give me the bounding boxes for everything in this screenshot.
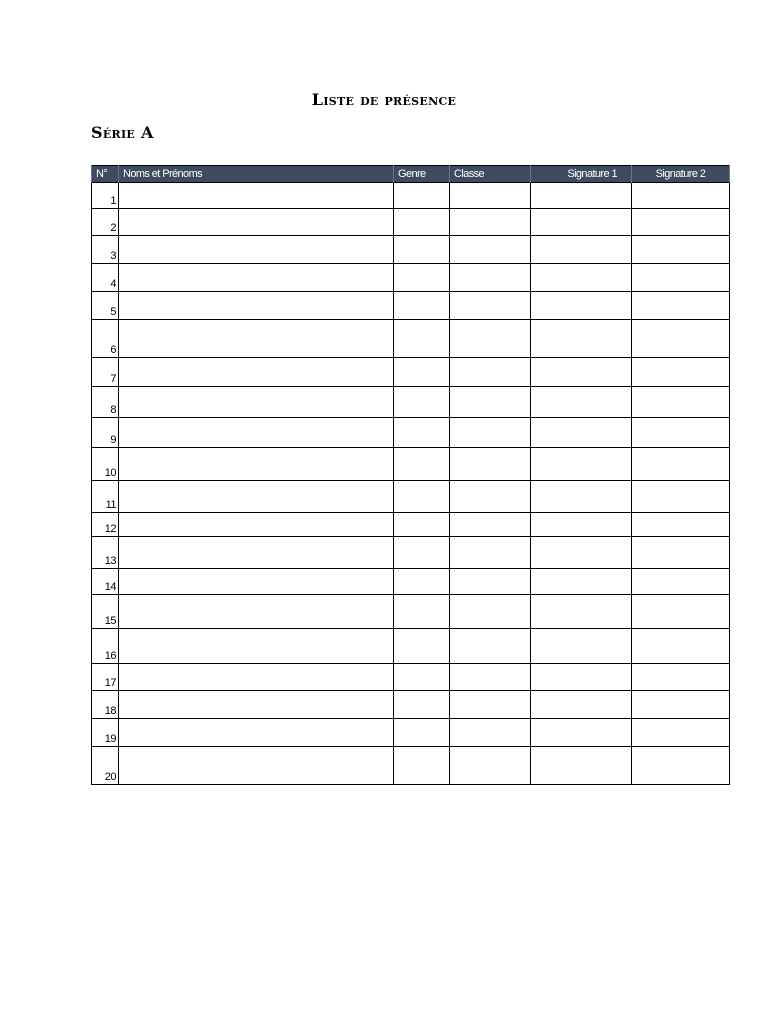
classe-cell[interactable] [450,387,531,418]
name-cell[interactable] [119,418,394,448]
name-cell[interactable] [119,747,394,785]
classe-cell[interactable] [450,448,531,481]
name-cell[interactable] [119,448,394,481]
genre-cell[interactable] [394,320,450,358]
row-number: 3 [92,236,119,264]
row-number: 16 [92,629,119,664]
classe-cell[interactable] [450,292,531,320]
classe-cell[interactable] [450,418,531,448]
header-classe: Classe [450,166,531,183]
table-body [92,183,730,785]
name-cell[interactable] [119,183,394,209]
signature-2-cell[interactable] [632,320,730,358]
row-number: 1 [92,183,119,209]
signature-1-cell[interactable] [531,569,632,595]
name-cell[interactable] [119,664,394,691]
signature-1-cell[interactable] [531,183,632,209]
genre-cell[interactable] [394,481,450,513]
genre-cell[interactable] [394,629,450,664]
signature-2-cell[interactable] [632,481,730,513]
signature-2-cell[interactable] [632,747,730,785]
signature-1-cell[interactable] [531,264,632,292]
genre-cell[interactable] [394,292,450,320]
table-row [92,292,730,320]
table-row [92,418,730,448]
name-cell[interactable] [119,320,394,358]
document-title: Liste de présence [311,90,457,109]
genre-cell[interactable] [394,209,450,236]
genre-cell[interactable] [394,264,450,292]
table-row [92,691,730,719]
name-cell[interactable] [119,264,394,292]
signature-1-cell[interactable] [531,513,632,537]
signature-2-cell[interactable] [632,387,730,418]
signature-2-cell[interactable] [632,418,730,448]
classe-cell[interactable] [450,664,531,691]
row-number: 15 [92,595,119,629]
row-number: 4 [92,264,119,292]
header-number: N° [92,166,119,183]
signature-1-cell[interactable] [531,537,632,569]
signature-2-cell[interactable] [632,358,730,387]
signature-2-cell[interactable] [632,664,730,691]
table-row [92,358,730,387]
classe-cell[interactable] [450,183,531,209]
row-number: 19 [92,719,119,747]
classe-cell[interactable] [450,209,531,236]
classe-cell[interactable] [450,358,531,387]
signature-1-cell[interactable] [531,664,632,691]
signature-1-cell[interactable] [531,481,632,513]
classe-cell[interactable] [450,595,531,629]
classe-cell[interactable] [450,691,531,719]
genre-cell[interactable] [394,513,450,537]
signature-2-cell[interactable] [632,629,730,664]
signature-2-cell[interactable] [632,595,730,629]
name-cell[interactable] [119,569,394,595]
row-number: 18 [92,691,119,719]
signature-2-cell[interactable] [632,209,730,236]
name-cell[interactable] [119,513,394,537]
table-row [92,537,730,569]
genre-cell[interactable] [394,387,450,418]
genre-cell[interactable] [394,691,450,719]
classe-cell[interactable] [450,629,531,664]
name-cell[interactable] [119,595,394,629]
table-row [92,387,730,418]
name-cell[interactable] [119,629,394,664]
header-signature-1: Signature 1 [531,166,632,183]
table-row [92,448,730,481]
genre-cell[interactable] [394,236,450,264]
classe-cell[interactable] [450,537,531,569]
signature-1-cell[interactable] [531,236,632,264]
row-number: 8 [92,387,119,418]
signature-2-cell[interactable] [632,236,730,264]
row-number: 12 [92,513,119,537]
signature-2-cell[interactable] [632,719,730,747]
signature-1-cell[interactable] [531,320,632,358]
row-number: 7 [92,358,119,387]
name-cell[interactable] [119,537,394,569]
table-row [92,747,730,785]
signature-2-cell[interactable] [632,691,730,719]
name-cell[interactable] [119,691,394,719]
signature-2-cell[interactable] [632,183,730,209]
classe-cell[interactable] [450,513,531,537]
signature-2-cell[interactable] [632,569,730,595]
signature-1-cell[interactable] [531,358,632,387]
row-number: 2 [92,209,119,236]
genre-cell[interactable] [394,595,450,629]
genre-cell[interactable] [394,719,450,747]
classe-cell[interactable] [450,320,531,358]
signature-1-cell[interactable] [531,387,632,418]
signature-1-cell[interactable] [531,629,632,664]
table-row [92,320,730,358]
row-number: 20 [92,747,119,785]
name-cell[interactable] [119,719,394,747]
row-number: 5 [92,292,119,320]
classe-cell[interactable] [450,481,531,513]
classe-cell[interactable] [450,719,531,747]
name-cell[interactable] [119,358,394,387]
table-row [92,719,730,747]
table-row [92,664,730,691]
table-row [92,209,730,236]
classe-cell[interactable] [450,569,531,595]
table-row [92,595,730,629]
signature-2-cell[interactable] [632,513,730,537]
row-number: 10 [92,448,119,481]
table-row [92,183,730,209]
signature-1-cell[interactable] [531,292,632,320]
signature-2-cell[interactable] [632,537,730,569]
header-name: Noms et Prénoms [119,166,394,183]
classe-cell[interactable] [450,236,531,264]
genre-cell[interactable] [394,418,450,448]
row-number: 17 [92,664,119,691]
attendance-table [91,165,730,785]
header-signature-2: Signature 2 [632,166,730,183]
signature-1-cell[interactable] [531,448,632,481]
signature-1-cell[interactable] [531,418,632,448]
name-cell[interactable] [119,236,394,264]
classe-cell[interactable] [450,747,531,785]
signature-1-cell[interactable] [531,595,632,629]
genre-cell[interactable] [394,358,450,387]
signature-1-cell[interactable] [531,209,632,236]
signature-1-cell[interactable] [531,719,632,747]
genre-cell[interactable] [394,448,450,481]
genre-cell[interactable] [394,664,450,691]
signature-2-cell[interactable] [632,448,730,481]
series-label: Série A [91,123,154,142]
name-cell[interactable] [119,209,394,236]
signature-1-cell[interactable] [531,747,632,785]
row-number: 6 [92,320,119,358]
row-number: 9 [92,418,119,448]
signature-2-cell[interactable] [632,292,730,320]
genre-cell[interactable] [394,747,450,785]
name-cell[interactable] [119,387,394,418]
genre-cell[interactable] [394,183,450,209]
genre-cell[interactable] [394,569,450,595]
table-row [92,264,730,292]
signature-1-cell[interactable] [531,691,632,719]
name-cell[interactable] [119,292,394,320]
table-header-row [92,166,730,183]
table-row [92,569,730,595]
classe-cell[interactable] [450,264,531,292]
table-row [92,629,730,664]
header-genre: Genre [394,166,450,183]
row-number: 14 [92,569,119,595]
table-row [92,236,730,264]
table-row [92,481,730,513]
genre-cell[interactable] [394,537,450,569]
row-number: 11 [92,481,119,513]
table-row [92,513,730,537]
signature-2-cell[interactable] [632,264,730,292]
row-number: 13 [92,537,119,569]
name-cell[interactable] [119,481,394,513]
